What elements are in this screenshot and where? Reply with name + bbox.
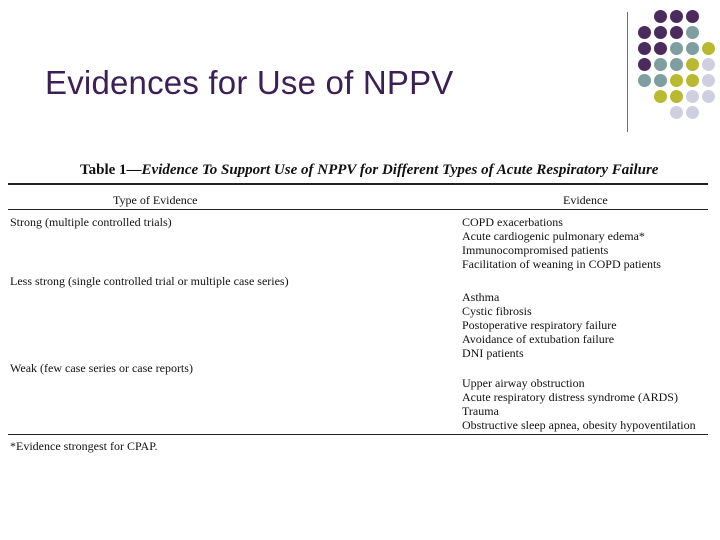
- table-footnote: *Evidence strongest for CPAP.: [10, 439, 158, 453]
- evidence-item: Acute respiratory distress syndrome (ARDS): [462, 390, 678, 404]
- decorative-dot: [670, 90, 683, 103]
- evidence-item: Immunocompromised patients: [462, 243, 609, 257]
- decorative-dot: [638, 74, 651, 87]
- decorative-dot: [638, 42, 651, 55]
- decorative-dot: [654, 10, 667, 23]
- decorative-dot: [702, 74, 715, 87]
- decorative-dot-grid: [636, 8, 720, 120]
- evidence-item: Postoperative respiratory failure: [462, 318, 617, 332]
- decorative-dot: [686, 42, 699, 55]
- table-top-rule: [8, 183, 708, 185]
- decorative-dot: [670, 106, 683, 119]
- row-type-weak: Weak (few case series or case reports): [10, 361, 193, 375]
- table-caption-number: Table 1—: [80, 162, 142, 178]
- decorative-dot: [686, 74, 699, 87]
- decorative-dot: [670, 10, 683, 23]
- header-type-of-evidence: Type of Evidence: [113, 193, 198, 207]
- header-evidence: Evidence: [563, 193, 608, 207]
- decorative-dot: [702, 58, 715, 71]
- table-header-rule: [8, 209, 708, 210]
- decorative-dot: [654, 90, 667, 103]
- decorative-dot: [670, 26, 683, 39]
- evidence-item: DNI patients: [462, 346, 524, 360]
- row-type-strong: Strong (multiple controlled trials): [10, 215, 172, 229]
- decorative-dot: [686, 10, 699, 23]
- table-caption-title: Evidence To Support Use of NPPV for Different Types of Acute Respiratory Failure: [141, 162, 659, 178]
- decorative-dot: [670, 58, 683, 71]
- decorative-dot: [638, 58, 651, 71]
- decorative-dot: [702, 90, 715, 103]
- decorative-dot: [654, 74, 667, 87]
- evidence-item: Obstructive sleep apnea, obesity hypoventilation: [462, 418, 696, 432]
- decorative-dot: [638, 26, 651, 39]
- evidence-item: Upper airway obstruction: [462, 376, 585, 390]
- title-divider-line: [627, 12, 628, 132]
- row-type-less-strong: Less strong (single controlled trial or multiple case series): [10, 274, 289, 288]
- decorative-dot: [670, 42, 683, 55]
- decorative-dot: [686, 90, 699, 103]
- evidence-item: Avoidance of extubation failure: [462, 332, 615, 346]
- evidence-item: Trauma: [462, 404, 499, 418]
- evidence-item: COPD exacerbations: [462, 215, 563, 229]
- decorative-dot: [670, 74, 683, 87]
- evidence-item: Facilitation of weaning in COPD patients: [462, 257, 661, 271]
- evidence-item: Cystic fibrosis: [462, 304, 532, 318]
- decorative-dot: [686, 26, 699, 39]
- slide-title: Evidences for Use of NPPV: [45, 64, 454, 101]
- decorative-dot: [654, 26, 667, 39]
- decorative-dot: [686, 58, 699, 71]
- decorative-dot: [654, 58, 667, 71]
- table-bottom-rule: [8, 434, 708, 435]
- evidence-item: Asthma: [462, 290, 500, 304]
- decorative-dot: [654, 42, 667, 55]
- evidence-item: Acute cardiogenic pulmonary edema*: [462, 229, 645, 243]
- decorative-dot: [686, 106, 699, 119]
- table-caption: [80, 162, 658, 179]
- decorative-dot: [702, 42, 715, 55]
